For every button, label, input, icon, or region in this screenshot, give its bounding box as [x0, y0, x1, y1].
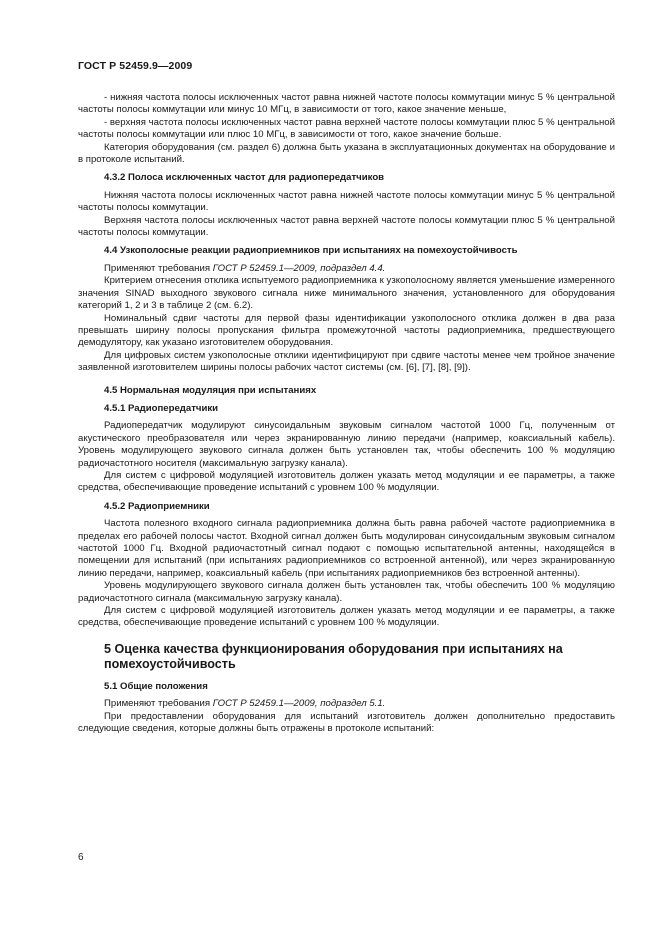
body-paragraph: - нижняя частота полосы исключенных частот равна нижней частоте полосы коммутации минус 5 % центральной частоты полосы коммутации или минус 10 МГц, в зависимости от того, какое значение меньше, [78, 92, 615, 116]
page-number: 6 [78, 852, 84, 863]
section-heading: 4.5 Нормальная модуляция при испытаниях [104, 384, 317, 396]
body-paragraph: Нижняя частота полосы исключенных частот равна нижней частоте полосы коммутации минус 5 % центральной частоты полосы коммутации. [78, 189, 615, 214]
body-paragraph: Для цифровых систем узкополосные отклики идентифицируют при сдвиге частоты менее чем тройное значение заявленной изготовителем ширины полосы рабочих частот системы (см. [6], [7], [8], [9]). [78, 349, 615, 374]
section-heading: 4.3.2 Полоса исключенных частот для радиопередатчиков [104, 172, 385, 184]
document-body [78, 92, 615, 735]
body-paragraph: Уровень модулирующего звукового сигнала должен быть установлен так, чтобы обеспечить 100 % модуляцию радиочастотного сигнала (максимальную загрузку канала). [78, 580, 615, 604]
body-paragraph: Критерием отнесения отклика испытуемого радиоприемника к узкополосному является уменьшение измеренного значения SINAD выходного звукового сигнала ниже минимального значения, установленного для оборудования категорий 1, 2 и 3 в таблице 2 (см. 6.2). [78, 275, 615, 312]
body-paragraph: При предоставлении оборудования для испытаний изготовитель должен дополнительно предоставить следующие сведения, которые должны быть отражены в протоколе испытаний: [78, 710, 615, 735]
section-heading: 5 Оценка качества функционирования оборудования при испытаниях на помехоустойчивость [104, 641, 563, 672]
section-heading: 4.4 Узкополосные реакции радиоприемников при испытаниях на помехоустойчивость [104, 245, 518, 257]
reference-citation: ГОСТ Р 52459.1—2009, подраздел 4.4. [212, 262, 386, 274]
body-paragraph: Номинальный сдвиг частоты для первой фазы идентификации узкополосного отклика должен в два раза превышать ширину полосы пропускания фильтра промежуточной частоты радиоприемника, предшествующего демодулятору, как указано изготовителем оборудования. [78, 312, 615, 349]
body-paragraph: Верхняя частота полосы исключенных частот равна верхней частоте полосы коммутации плюс 5 % центральной частоты полосы коммутации. [78, 214, 615, 239]
reference-citation: ГОСТ Р 52459.1—2009, подраздел 5.1. [212, 698, 386, 710]
reference-text: Применяют требования [104, 262, 213, 274]
section-heading: 4.5.1 Радиопередатчики [104, 402, 219, 414]
body-paragraph: Для систем с цифровой модуляцией изготовитель должен указать метод модуляции и ее параметры, а также средства, обеспечивающие проведение испытаний с уровнем 100 % модуляции. [78, 605, 615, 629]
body-paragraph: Категория оборудования (см. раздел 6) должна быть указана в эксплуатационных документах на оборудование и в протоколе испытаний. [78, 141, 615, 166]
document-header: ГОСТ Р 52459.9—2009 [78, 60, 193, 72]
body-paragraph: Частота полезного входного сигнала радиоприемника должна быть равна рабочей частоте радиоприемника в пределах его рабочей полосы частот. Входной сигнал должен быть модулирован синусоидальным звуковым сигналом частотой 1000 Гц. Входной радиочастотный сигнал подают с помощью испытательной антенны, находящейся в помещении для испытаний (при испытаниях радиоприемников со встроенной антенной), или через экранированную линию передачи, например, коаксиальный кабель (при испытаниях радиоприемников без встроенной антенны). [78, 518, 615, 579]
body-paragraph: - верхняя частота полосы исключенных частот равна верхней частоте полосы коммутации плюс 5 % центральной частоты полосы коммутации или плюс 10 МГц, в зависимости от того, какое значение больше. [78, 116, 615, 141]
body-paragraph: Радиопередатчик модулируют синусоидальным звуковым сигналом частотой 1000 Гц, полученным от акустического преобразователя или через экранированную линию передачи (например, коаксиальный кабель). Уровень модулирующего звукового сигнала должен быть установлен так, чтобы обеспечить 100 % модуляцию радиочастотного носителя (максимальную загрузку канала). [78, 420, 615, 469]
reference-text: Применяют требования [104, 698, 213, 710]
reference-paragraph [78, 263, 615, 275]
body-paragraph: Для систем с цифровой модуляцией изготовитель должен указать метод модуляции и ее параметры, а также средства, обеспечивающие проведение испытаний с уровнем 100 % модуляции. [78, 469, 615, 494]
section-heading: 4.5.2 Радиоприемники [104, 500, 210, 512]
section-heading: 5.1 Общие положения [104, 680, 208, 692]
reference-paragraph [78, 698, 615, 710]
